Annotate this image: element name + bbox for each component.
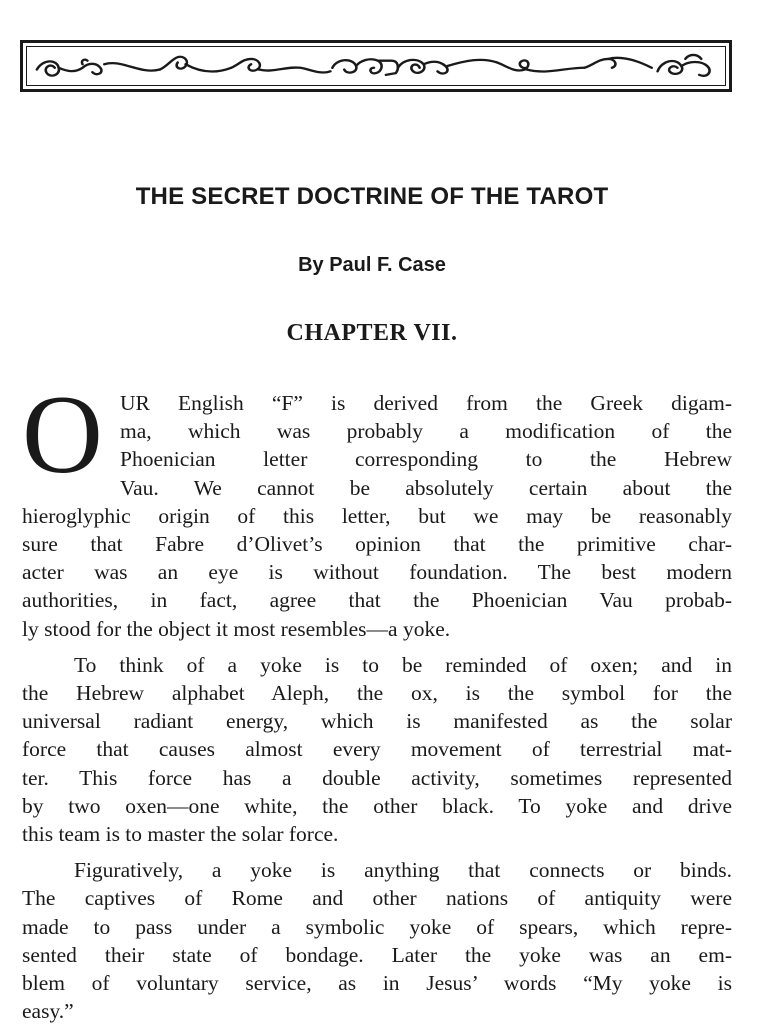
text-line: Vau. We cannot be absolutely certain about the xyxy=(120,475,732,500)
text-line: the Hebrew alphabet Aleph, the ox, is the symbol for the xyxy=(22,681,732,706)
article-body xyxy=(22,373,732,1025)
ornamental-header-border xyxy=(20,40,732,92)
article-title: THE SECRET DOCTRINE OF THE TAROT xyxy=(135,183,609,210)
drop-cap: O xyxy=(22,373,103,497)
paragraph-2 xyxy=(22,651,732,848)
text-line: ma, which was probably a modification of the xyxy=(120,419,732,444)
text-line: UR English “F” is derived from the Greek digam- xyxy=(120,391,732,415)
text-line: hieroglyphic origin of this letter, but we may be reasonably xyxy=(22,503,732,528)
text-line: made to pass under a symbolic yoke of spears, which repre- xyxy=(22,914,732,939)
text-line: Phoenician letter corresponding to the Hebrew xyxy=(120,447,732,472)
text-line: universal radiant energy, which is manifested as the solar xyxy=(22,709,732,734)
text-line: To think of a yoke is to be reminded of oxen; and in xyxy=(74,652,732,677)
paragraph-3 xyxy=(22,856,732,1025)
text-line: authorities, in fact, agree that the Phoenician Vau probab- xyxy=(22,588,732,613)
article-author: By Paul F. Case xyxy=(298,254,446,276)
text-line: easy.” xyxy=(22,999,74,1024)
text-line: ly stood for the object it most resembles—a yoke. xyxy=(22,616,451,641)
text-line: The captives of Rome and other nations of antiquity were xyxy=(22,886,732,911)
text-line: ter. This force has a double activity, sometimes represented xyxy=(22,765,732,790)
chapter-heading: CHAPTER VII. xyxy=(286,320,458,346)
text-line: by two oxen—one white, the other black. To yoke and drive xyxy=(22,793,732,818)
paragraph-1 xyxy=(22,373,732,643)
text-line: sented their state of bondage. Later the yoke was an em- xyxy=(22,942,732,967)
text-line: this team is to master the solar force. xyxy=(22,822,339,847)
text-line: force that causes almost every movement of terrestrial mat- xyxy=(22,737,732,762)
text-line: acter was an eye is without foundation. The best modern xyxy=(22,560,732,585)
text-line: sure that Fabre d’Olivet’s opinion that the primitive char- xyxy=(22,532,732,557)
text-line: Figuratively, a yoke is anything that connects or binds. xyxy=(74,858,732,883)
scroll-ornament-icon xyxy=(23,43,729,89)
text-line: blem of voluntary service, as in Jesus’ words “My yoke is xyxy=(22,971,732,996)
